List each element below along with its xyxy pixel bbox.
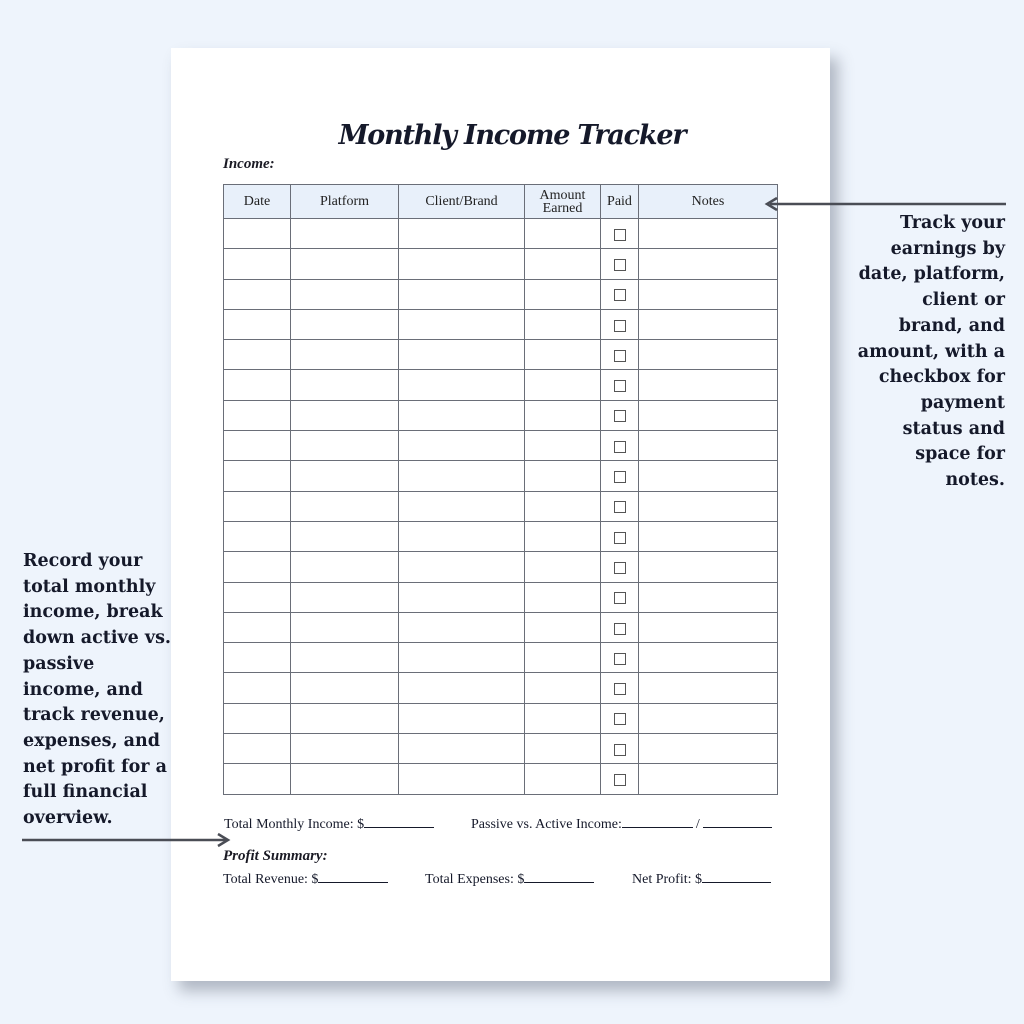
left-annotation: Record your total monthly income, break down active vs. passive income, and track revenue, expenses, and net profit for a full financial overview. (23, 551, 172, 829)
paid-checkbox[interactable] (614, 441, 626, 453)
client-brand-cell[interactable] (399, 461, 525, 491)
date-cell[interactable] (224, 612, 291, 642)
amount-earned-cell[interactable] (525, 673, 601, 703)
table-row (224, 431, 778, 461)
paid-checkbox[interactable] (614, 623, 626, 635)
left-arrow-icon (22, 831, 234, 849)
date-cell[interactable] (224, 340, 291, 370)
paid-cell[interactable] (601, 400, 639, 430)
date-cell[interactable] (224, 643, 291, 673)
date-cell[interactable] (224, 552, 291, 582)
client-brand-cell[interactable] (399, 400, 525, 430)
paid-cell[interactable] (601, 582, 639, 612)
client-brand-cell[interactable] (399, 734, 525, 764)
paid-cell[interactable] (601, 764, 639, 794)
platform-cell[interactable] (291, 309, 399, 339)
platform-cell[interactable] (291, 734, 399, 764)
client-brand-cell[interactable] (399, 249, 525, 279)
amount-earned-cell[interactable] (525, 643, 601, 673)
passive-active-separator: / (695, 817, 700, 832)
notes-cell[interactable] (639, 431, 778, 461)
table-row (224, 279, 778, 309)
paid-checkbox[interactable] (614, 229, 626, 241)
paid-checkbox[interactable] (614, 774, 626, 786)
table-header-row (224, 185, 778, 219)
platform-cell[interactable] (291, 521, 399, 551)
client-brand-cell[interactable] (399, 340, 525, 370)
net-profit-label: Net Profit: $ (632, 872, 702, 887)
paid-cell[interactable] (601, 491, 639, 521)
date-cell[interactable] (224, 673, 291, 703)
notes-cell[interactable] (639, 279, 778, 309)
amount-earned-cell[interactable] (525, 340, 601, 370)
table-row (224, 400, 778, 430)
notes-cell[interactable] (639, 643, 778, 673)
paid-checkbox[interactable] (614, 350, 626, 362)
client-brand-cell[interactable] (399, 582, 525, 612)
platform-cell[interactable] (291, 370, 399, 400)
amount-earned-cell[interactable] (525, 491, 601, 521)
date-cell[interactable] (224, 279, 291, 309)
passive-income-field[interactable] (622, 815, 693, 828)
paid-cell[interactable] (601, 612, 639, 642)
paid-checkbox[interactable] (614, 259, 626, 271)
platform-cell[interactable] (291, 612, 399, 642)
paid-cell[interactable] (601, 431, 639, 461)
notes-cell[interactable] (639, 521, 778, 551)
amount-earned-cell[interactable] (525, 431, 601, 461)
right-annotation: Track your earnings by date, platform, client or brand, and amount, with a checkbox for payment status and space for notes. (857, 213, 1005, 491)
platform-cell[interactable] (291, 400, 399, 430)
table-row (224, 734, 778, 764)
amount-earned-cell[interactable] (525, 521, 601, 551)
notes-cell[interactable] (639, 370, 778, 400)
date-cell[interactable] (224, 249, 291, 279)
notes-cell[interactable] (639, 582, 778, 612)
paid-cell[interactable] (601, 219, 639, 249)
paid-checkbox[interactable] (614, 471, 626, 483)
amount-earned-cell[interactable] (525, 734, 601, 764)
total-revenue-label: Total Revenue: $ (223, 872, 319, 887)
column-header-date: Date (224, 185, 291, 219)
date-cell[interactable] (224, 582, 291, 612)
total-monthly-income-label: Total Monthly Income: $ (224, 817, 365, 832)
date-cell[interactable] (224, 370, 291, 400)
table-row (224, 340, 778, 370)
amount-earned-cell[interactable] (525, 582, 601, 612)
table-row (224, 491, 778, 521)
notes-cell[interactable] (639, 249, 778, 279)
income-label: Income: (223, 156, 275, 172)
client-brand-cell[interactable] (399, 673, 525, 703)
date-cell[interactable] (224, 219, 291, 249)
table-row (224, 219, 778, 249)
paid-cell[interactable] (601, 734, 639, 764)
amount-earned-cell[interactable] (525, 400, 601, 430)
amount-earned-cell[interactable] (525, 219, 601, 249)
client-brand-cell[interactable] (399, 309, 525, 339)
notes-cell[interactable] (639, 491, 778, 521)
paid-checkbox[interactable] (614, 501, 626, 513)
paid-checkbox[interactable] (614, 289, 626, 301)
net-profit-line (632, 870, 771, 888)
paid-cell[interactable] (601, 370, 639, 400)
platform-cell[interactable] (291, 582, 399, 612)
table-row (224, 673, 778, 703)
paid-cell[interactable] (601, 673, 639, 703)
total-monthly-income-line (224, 815, 434, 833)
paid-checkbox[interactable] (614, 713, 626, 725)
total-revenue-field[interactable] (318, 870, 388, 883)
paid-checkbox[interactable] (614, 562, 626, 574)
table-row (224, 764, 778, 794)
notes-cell[interactable] (639, 309, 778, 339)
client-brand-cell[interactable] (399, 521, 525, 551)
date-cell[interactable] (224, 400, 291, 430)
notes-cell[interactable] (639, 340, 778, 370)
net-profit-field[interactable] (702, 870, 771, 883)
date-cell[interactable] (224, 764, 291, 794)
notes-cell[interactable] (639, 673, 778, 703)
platform-cell[interactable] (291, 219, 399, 249)
platform-cell[interactable] (291, 279, 399, 309)
amount-earned-cell[interactable] (525, 461, 601, 491)
date-cell[interactable] (224, 461, 291, 491)
paid-checkbox[interactable] (614, 592, 626, 604)
notes-cell[interactable] (639, 703, 778, 733)
amount-earned-cell[interactable] (525, 370, 601, 400)
platform-cell[interactable] (291, 552, 399, 582)
table-row (224, 249, 778, 279)
client-brand-cell[interactable] (399, 491, 525, 521)
column-header-platform: Platform (291, 185, 399, 219)
platform-cell[interactable] (291, 249, 399, 279)
date-cell[interactable] (224, 491, 291, 521)
paid-checkbox[interactable] (614, 744, 626, 756)
platform-cell[interactable] (291, 491, 399, 521)
platform-cell[interactable] (291, 643, 399, 673)
date-cell[interactable] (224, 309, 291, 339)
client-brand-cell[interactable] (399, 431, 525, 461)
total-expenses-label: Total Expenses: $ (425, 872, 525, 887)
total-expenses-line (425, 870, 594, 888)
paid-cell[interactable] (601, 309, 639, 339)
income-table (223, 184, 778, 795)
passive-active-label: Passive vs. Active Income: (471, 817, 622, 832)
table-row (224, 612, 778, 642)
notes-cell[interactable] (639, 219, 778, 249)
client-brand-cell[interactable] (399, 219, 525, 249)
notes-cell[interactable] (639, 764, 778, 794)
column-header-amount-earned: Amount Earned (525, 185, 601, 219)
table-row (224, 643, 778, 673)
date-cell[interactable] (224, 521, 291, 551)
paid-checkbox[interactable] (614, 380, 626, 392)
paid-cell[interactable] (601, 643, 639, 673)
column-header-notes: Notes (639, 185, 778, 219)
platform-cell[interactable] (291, 340, 399, 370)
table-body (224, 219, 778, 795)
paid-checkbox[interactable] (614, 532, 626, 544)
notes-cell[interactable] (639, 552, 778, 582)
client-brand-cell[interactable] (399, 612, 525, 642)
paid-cell[interactable] (601, 703, 639, 733)
platform-cell[interactable] (291, 673, 399, 703)
amount-earned-cell[interactable] (525, 552, 601, 582)
amount-earned-cell[interactable] (525, 703, 601, 733)
table-row (224, 521, 778, 551)
paid-cell[interactable] (601, 340, 639, 370)
date-cell[interactable] (224, 703, 291, 733)
client-brand-cell[interactable] (399, 703, 525, 733)
total-monthly-income-field[interactable] (364, 815, 434, 828)
table-row (224, 461, 778, 491)
amount-earned-cell[interactable] (525, 764, 601, 794)
paid-checkbox[interactable] (614, 653, 626, 665)
client-brand-cell[interactable] (399, 643, 525, 673)
amount-earned-cell[interactable] (525, 309, 601, 339)
passive-active-line (471, 815, 772, 833)
table-row (224, 552, 778, 582)
notes-cell[interactable] (639, 734, 778, 764)
table-row (224, 309, 778, 339)
platform-cell[interactable] (291, 703, 399, 733)
total-expenses-field[interactable] (524, 870, 594, 883)
platform-cell[interactable] (291, 764, 399, 794)
paid-cell[interactable] (601, 279, 639, 309)
column-header-paid: Paid (601, 185, 639, 219)
active-income-field[interactable] (703, 815, 772, 828)
client-brand-cell[interactable] (399, 552, 525, 582)
table-row (224, 582, 778, 612)
amount-earned-cell[interactable] (525, 279, 601, 309)
platform-cell[interactable] (291, 431, 399, 461)
profit-summary-label: Profit Summary: (223, 848, 328, 864)
page-title: Monthly Income Tracker (338, 120, 686, 151)
amount-earned-cell[interactable] (525, 249, 601, 279)
notes-cell[interactable] (639, 400, 778, 430)
paid-cell[interactable] (601, 521, 639, 551)
notes-cell[interactable] (639, 461, 778, 491)
amount-earned-cell[interactable] (525, 612, 601, 642)
client-brand-cell[interactable] (399, 279, 525, 309)
paid-checkbox[interactable] (614, 410, 626, 422)
table-row (224, 370, 778, 400)
total-revenue-line (223, 870, 388, 888)
column-header-client-brand: Client/Brand (399, 185, 525, 219)
date-cell[interactable] (224, 734, 291, 764)
platform-cell[interactable] (291, 461, 399, 491)
paid-cell[interactable] (601, 461, 639, 491)
paid-checkbox[interactable] (614, 320, 626, 332)
table-row (224, 703, 778, 733)
paid-cell[interactable] (601, 552, 639, 582)
paid-cell[interactable] (601, 249, 639, 279)
paid-checkbox[interactable] (614, 683, 626, 695)
client-brand-cell[interactable] (399, 764, 525, 794)
date-cell[interactable] (224, 431, 291, 461)
notes-cell[interactable] (639, 612, 778, 642)
client-brand-cell[interactable] (399, 370, 525, 400)
